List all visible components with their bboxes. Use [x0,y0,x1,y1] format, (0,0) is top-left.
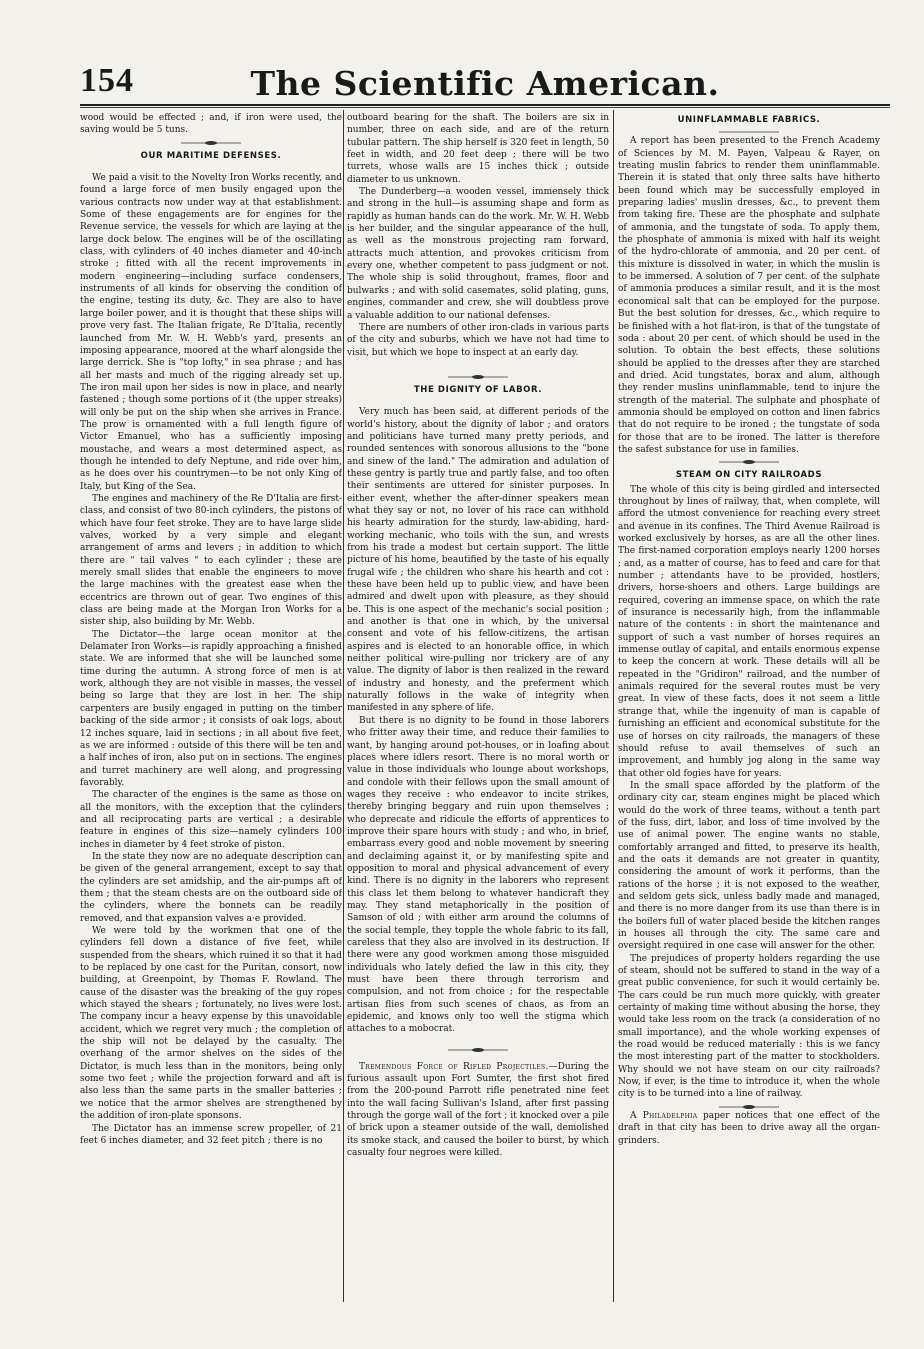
article-heading-dignity-of-labor: THE DIGNITY OF LABOR. [413,384,543,395]
column-divider [613,110,614,1302]
paragraph: The engines and machinery of the Re D'Italia are first-class, and consist of two 80-inch cylinders, the pistons of which have four feet stroke. They are to have large slide valves, worked by a very simple and elegant arrangement of arms and levers ; in addition to which there are " tail valves " to each cylinder ; these are merely small slides that enable the engineers to move the large machines with the greatest ease when the eccentrics are thrown out of gear. Two engines of this class are being made at the Morgan Iron Works for a sister ship, also building by Mr. Webb. [80,493,342,628]
run-in-heading: A Philadelphia [630,1110,698,1121]
newspaper-title: The Scientific American. [250,64,720,103]
run-in-heading: Tremendous Force of Rifled Projectiles. [359,1061,549,1072]
paragraph: Very much has been said, at different periods of the world's history, about the dignity of labor ; and orators and politicians have turned many pretty periods, and rounded sentences with sonorous allusions to the "bone and sinew of the land." The admiration and adulation of these gentry is partly true and partly false, and too often their sentiments are uttered for sinister purposes. In either event, whether the after-dinner speakers mean what they say or not, no lover of his race can withhold his hearty admiration for the sturdy, law-abiding, hard-working mechanic, who toils with the sun, and wrests from his trade a modest but certain support. The little picture of his home, beautified by the taste of his equally frugal wife ; the children who share his hearth and cot : these have been held up to public view, and have been admired and dwelt upon with pleasure, as they should be. This is one aspect of the mechanic's social position ; and another is that one in which, by the universal consent and vote of his fellow-citizens, the artisan aspires and is elected to an honorable office, in which neither political wire-pulling nor trickery are of any value. The dignity of labor is then realized in the reward of industry and honesty, and the preferment which naturally follows in the wake of integrity when manifested in any sphere of life. [347,407,609,714]
section-ornament [448,374,508,380]
paragraph: There are numbers of other iron-clads in various parts of the city and suburbs, which we have not had time to visit, but which we hope to inspect at an early day. [347,322,609,358]
paragraph [618,1110,880,1147]
paragraph: In the small space afforded by the platform of the ordinary city car, steam engines might be placed which would do the work of three teams, without a tenth part of the fuss, dirt, labor, and loss of time involved by the use of animal power. The engine wants no stable, comfortably arranged and fitted, to preserve its health, and the oats it demands are not greater in quantity, considering the amount of work it performs, than the rations of the horse ; it is not exposed to the weather, and seldom gets sick, unless badly made and managed, and there is no more danger from its use than there is in the boilers full of water placed beside the kitchen ranges in houses all through the city. The same care and oversight required in one case will answer for the other. [618,780,880,952]
paragraph: But there is no dignity to be found in those laborers who fritter away their time, and reduce their families to want, by hanging around pot-houses, or in loafing about places where idlers resort. There is no moral worth or value in those individuals who lounge about workshops, and condole with their fellows upon the small amount of wages they receive : who endeavor to incite strikes, thereby bringing beggary and ruin upon themselves ; who deprecate and ridicule the efforts of apprentices to improve their spare hours with study ; and who, in brief, embarrass every good and noble movement by sneering and declaiming against it, or by manifesting spite and opposition to moral and physical advancement of every kind. There is no dignity in the laborers who represent this class let them belong to whatever handicraft they may. They stand metaphorically in the position of Samson of old ; with either arm around the columns of the social temple, they topple the whole fabric to its fall, careless that they also are involved in its destruction. If there were any good workmen among those misguided individuals who lately defied the law in this city, they must have been there through terrorism and compulsion, and not from choice ; for the respectable artisan flies from such scenes of chaos, as from an epidemic, and knows only too well the stigma which attaches to a mobocrat. [347,715,609,1035]
paragraph [347,1061,609,1160]
masthead [80,62,890,106]
paragraph: The prejudices of property holders regarding the use of steam, should not be suffered to stand in the way of a great public convenience, for such it would certainly be. The cars could be run much more quickly, with greater certainty of making time without abusing the horse, they would take less room on the track (a consideration of no small importance), and the whole working expenses of the road would be reduced materially : this is we fancy the most interesting part of the matter to stockholders. Why should we not have steam on our city railroads? Now, if ever, is the time to introduce it, when the whole city is to be turned into a line of railway. [618,953,880,1100]
paragraph: outboard bearing for the shaft. The boilers are six in number, three on each side, and are of the return tubular pattern. The ship herself is 320 feet in length, 50 feet in width, and 20 feet deep ; there will be two turrets, whose walls are 15 inches thick ; outside diameter to us unknown. [347,113,609,185]
paragraph: The character of the engines is the same as those on all the monitors, with the exception that the cylinders and all reciprocating parts are vertical ; a desirable feature in engines of this size—namely cylinders 100 inches in diameter by 4 feet stroke of piston. [80,790,342,850]
paragraph: The Dictator—the large ocean monitor at the Delamater Iron Works—is rapidly approaching a finished state. We are informed that she will be launched some time during the autumn. A strong force of men is at work, although they are not visible in masses, the vessel being so large that they are lost in her. The ship carpenters are busily engaged in putting on the timber backing of the side armor ; it consists of oak logs, about 12 inches square, laid in sections ; in all about five feet, as we are informed : outside of this there will be ten and a half inches of iron, also put on in sections. The engines and turret machinery are well along, and progressing favorably. [80,629,342,788]
column-2 [347,112,609,1308]
section-ornament [719,459,779,465]
article-heading-steam-city-railroads: STEAM ON CITY RAILROADS [675,470,823,481]
article-heading-maritime-defenses: OUR MARITIME DEFENSES. [140,150,282,161]
paragraph: The Dictator has an immense screw propeller, of 21 feet 6 inches diameter, and 32 feet pitch ; there is no [80,1123,342,1146]
article-heading-uninflammable-fabrics: UNINFLAMMABLE FABRICS. [677,115,821,125]
section-ornament [181,140,241,146]
column-3 [618,112,880,1308]
paragraph: The Dunderberg—a wooden vessel, immensely thick and strong in the hull—is assuming shape and form as rapidly as human hands can do the work. Mr. W. H. Webb is her builder, and the singular appearance of the hull, as well as the monstrous projecting ram forward, attracts much attention, and provokes criticism from every one, whether competent to pass judgment or not. The whole ship is solid throughout, frames, floor and bulwarks ; and with solid casemates, solid plating, guns, engines, commander and crew, she will doubtless prove a valuable addition to our national defenses. [347,187,609,321]
paragraph: The whole of this city is being girdled and intersected throughout by lines of railway, that, when complete, will afford the utmost convenience for reaching every street and avenue in its confines. The Third Avenue Railroad is worked exclusively by horses, as are all the other lines. The first-named corporation employs nearly 1200 horses ; and, as a matter of course, has to feed and care for that number ; attendants have to be provided, hostlers, drivers, horse-shoers and others. Large buildings are required, covering an immense space, on which the rate of insurance is necessarily high, from the inflammable nature of the contents : in short the maintenance and support of such a vast number of horses requires an immense outlay of capital, and entails enormous expense to keep the concern at work. These details will all be repeated in the "Gridiron" railroad, and the number of animals required for the several routes must be very great. In view of these facts, does it not seem a little strange that, while the ingenuity of man is capable of furnishing an efficient and economical substitute for the use of horses on city railroads, the managers of these should refuse to avail themselves of such an improvement, and humbly jog along in the same way that other old fogies have for years. [618,484,880,779]
page-number: 154 [80,62,134,99]
paragraph: We were told by the workmen that one of the cylinders fell down a distance of five feet, while suspended from the shears, which ruined it so that it had to be replaced by one cast for the Puritan, consort, now building, at Greenpoint, by Thomas F. Rowland. The cause of the disaster was the breaking of the guy ropes which stayed the shears ; fortunately, no lives were lost. The company incur a heavy expense by this unavoidable accident, which we regret very much ; the completion of the ship will not be delayed by the casualty. The overhang of the armor shelves on the sides of the Dictator, is much less than in the monitors, being only some two feet ; while the projection forward and aft is also less than the same parts in the smaller batteries ; we notice that the armor shelves are strengthened by the addition of iron-plate sponsons. [80,926,342,1122]
paragraph: A report has been presented to the French Academy of Sciences by M. M. Payen, Valpeau & Rayer, on treating muslin fabrics to render them uninflammable. Therein it is stated that only three salts have hitherto been found which may be successfully employed in preparing ladies' muslin dresses, &c., to prevent them from taking fire. These are the phosphate and sulphate of ammonia, and the tungstate of soda. To apply them, the phosphate of ammonia is mixed with half its weight of the hydro-chlorate of ammonia, and 20 per cent. of this mixture is dissolved in water, in which the muslin is to be immersed. A solution of 7 per cent. of the sulphate of ammonia produces a similar result, and it is the most economical salt that can be employed for the purpose. But the best solution for dresses, &c., which require to be finished with a hot flat-iron, is that of the tungstate of soda : about 20 per cent. of which should be used in the solution. To obtain the best effects, these solutions should be applied to the dresses after they are starched and dried. Acid tungstates, borax and alum, although they render muslins uninflammable, tend to injure the strength of the material. The sulphate and phosphate of ammonia should be employed on cotton and linen fabrics that do not require to be ironed ; the tungstate of soda for those that are to be ironed. The latter is therefore the safest substance for use in families. [618,136,880,455]
paragraph-body: paper notices that one effect of the draft in that city has been to drive away all the organ-grinders. [618,1110,880,1146]
header-rule [80,104,890,106]
paragraph-body: —During the furious assault upon Fort Sumter, the first shot fired from the 200-pound Parrott rifle penetrated nine feet into the wall facing Sullivan's Island, after first passing through the gorge wall of the fort ; it knocked over a pile of brick upon a steamer outside of the wall, demolished its smoke stack, and caused the boiler to burst, by which casualty four negroes were killed. [347,1061,609,1159]
paragraph: wood would be effected ; and, if iron were used, the saving would be 5 tuns. [80,113,342,136]
column-divider [343,110,344,1302]
paragraph: We paid a visit to the Novelty Iron Works recently, and found a large force of men busily engaged upon the various contracts now under way at that establishment. Some of these engagements are for engines for the Revenue service, the vessels for which are laying at the large dock below. The engines will be of the oscillating class, with cylinders of 40 inches diameter and 40-inch stroke ; fitted with all the recent improvements in modern engineering—including surface condensers, instruments of all kinds for observing the condition of the engine, testing its duty, &c. They are also to have large boiler power, and it is thought that these ships will prove very fast. The Italian frigate, Re D'Italia, recently launched from Mr. W. H. Webb's yard, presents an imposing appearance, moored at the wharf alongside the large derrick. She is "top lofty," in sea phrase ; and has all her masts and much of the rigging already set up. The iron mail upon her sides is now in place, and nearly fastened ; though some portions of it (the upper streaks) will only be put on the ship when she arrives in France. The prow is ornamented with a full length figure of Victor Emanuel, who has a sufficiently imposing moustache, and wears a most determined aspect, as though he intended to defy Neptune, and ride over him, as he does over his countrymen—to be not only King of Italy, but King of the Sea. [80,173,342,492]
header-rule-thin [80,107,890,108]
paragraph: In the state they now are no adequate description can be given of the general arrangement, except to say that the cylinders are set amidship, and the air-pumps aft of them ; that the steam chests are on the outboard side of the cylinders, where the bonnets can be readily removed, and that expansion valves a·e provided. [80,851,342,924]
column-1 [80,112,342,1308]
